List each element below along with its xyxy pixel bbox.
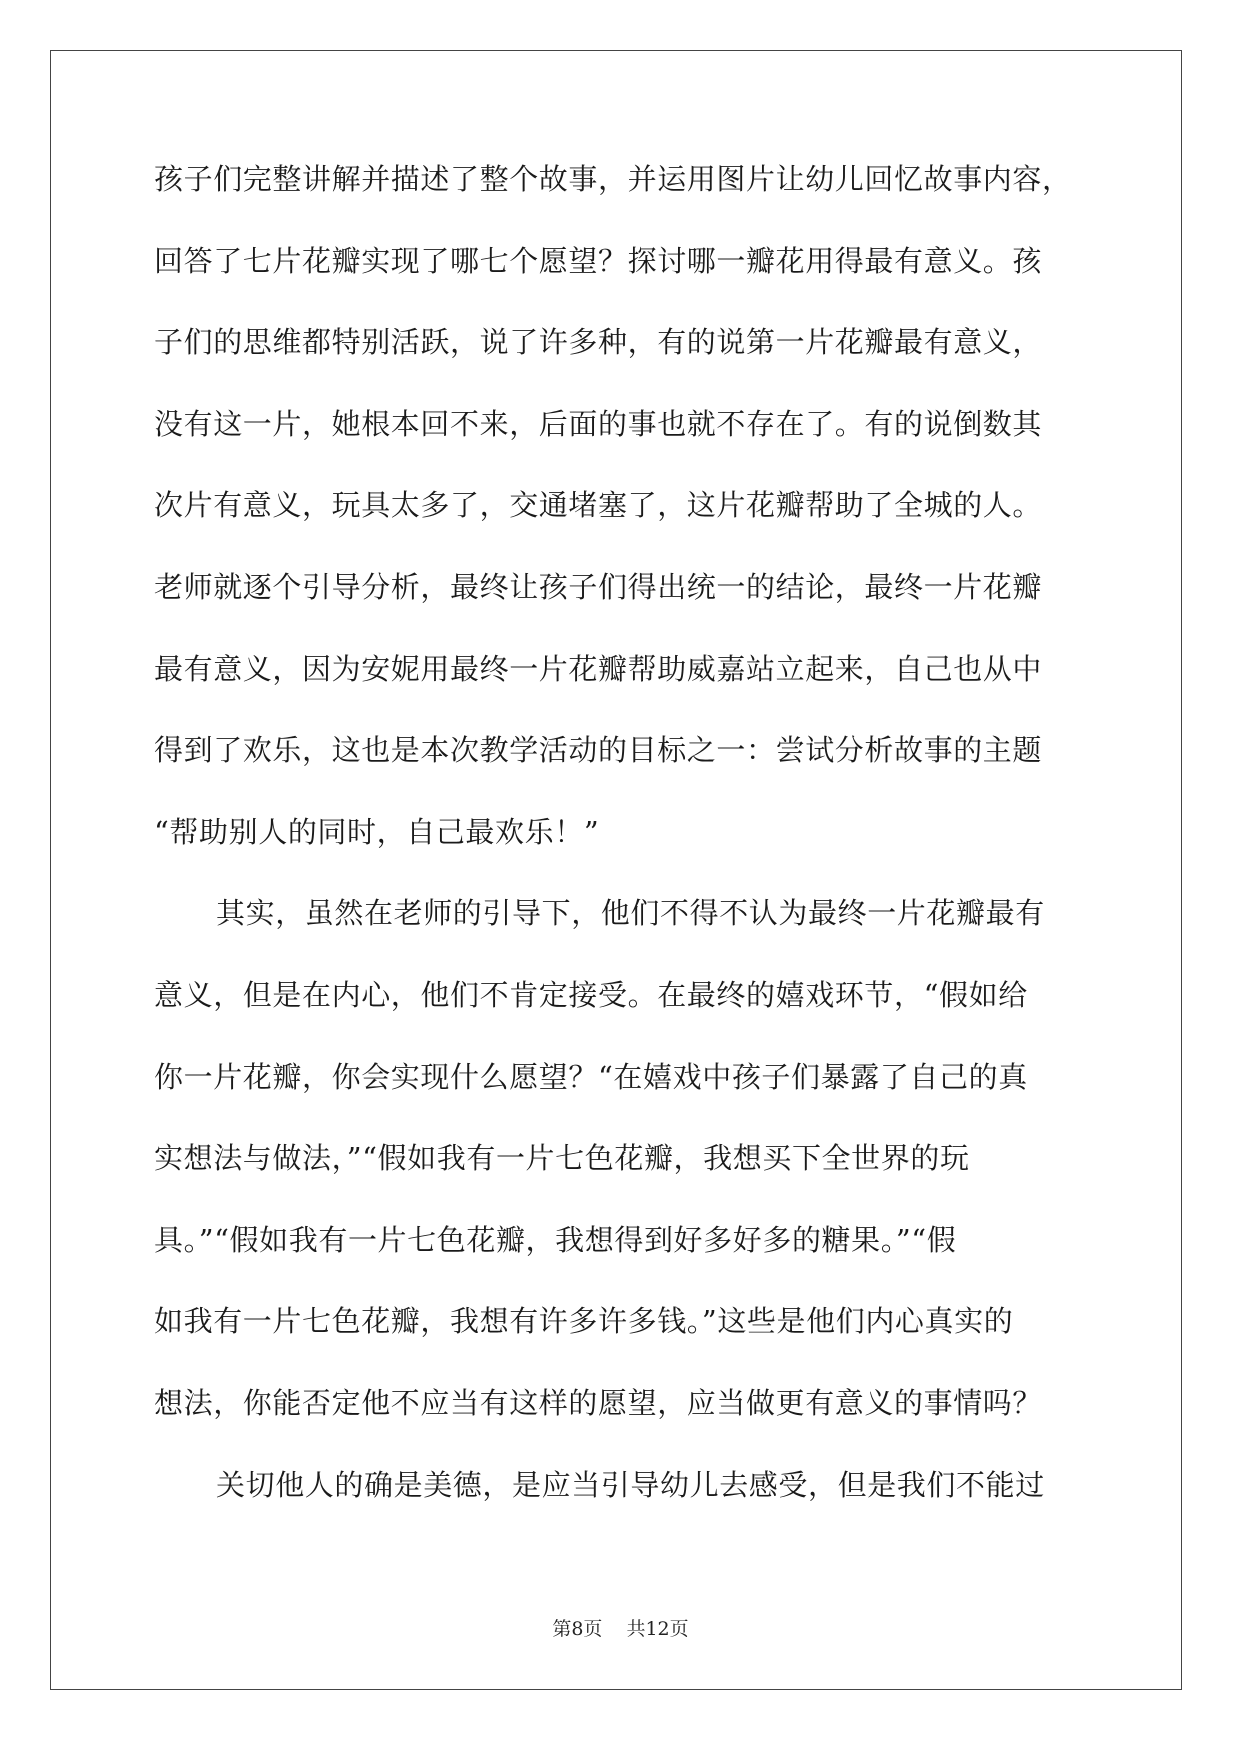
text-line-content: 没有这一片，她根本回不来，后面的事也就不存在了。有的说倒数其 [154, 406, 1043, 441]
text-line-content: 老师就逐个引导分析，最终让孩子们得出统一的结论，最终一片花瓣 [154, 569, 1043, 604]
text-line-content: 孩子们完整讲解并描述了整个故事，并运用图片让幼儿回忆故事内容， [154, 162, 1072, 196]
text-line [154, 241, 1088, 323]
text-line [154, 567, 1088, 649]
paragraph-start-line [154, 1465, 1088, 1547]
text-line [154, 1057, 1088, 1139]
text-line [154, 1220, 1088, 1302]
text-line-content: 最有意义，因为安妮用最终一片花瓣帮助威嘉站立起来，自己也从中 [154, 651, 1043, 686]
text-line-content: 实想法与做法，”“假如我有一片七色花瓣，我想买下全世界的玩 [154, 1141, 970, 1176]
text-line-content: 子们的思维都特别活跃，说了许多种，有的说第一片花瓣最有意义， [154, 325, 1043, 360]
text-line-content: 想法，你能否定他不应当有这样的愿望，应当做更有意义的事情吗？ [154, 1385, 1043, 1420]
text-line-content: 回答了七片花瓣实现了哪七个愿望？探讨哪一瓣花用得最有意义。孩 [154, 243, 1043, 278]
text-line-content: 得到了欢乐，这也是本次教学活动的目标之一：尝试分析故事的主题 [154, 733, 1043, 768]
text-line [154, 1383, 1088, 1465]
text-line-content: 意义，但是在内心，他们不肯定接受。在最终的嬉戏环节，“假如给 [154, 977, 1028, 1012]
total-pages: 共12页 [626, 1618, 689, 1640]
text-line-content: 次片有意义，玩具太多了，交通堵塞了，这片花瓣帮助了全城的人。 [154, 488, 1043, 523]
text-line-content: 关切他人的确是美德，是应当引导幼儿去感受，但是我们不能过 [216, 1467, 1045, 1502]
page-footer [0, 1614, 1241, 1641]
text-line [154, 975, 1088, 1057]
text-line [154, 1138, 1088, 1220]
text-line-content: 其实，虽然在老师的引导下，他们不得不认为最终一片花瓣最有 [216, 896, 1045, 931]
text-line-content: “帮助别人的同时，自己最欢乐！” [154, 814, 600, 849]
text-line [154, 730, 1088, 812]
text-line [154, 159, 1088, 241]
text-line [154, 485, 1088, 567]
text-line [154, 404, 1088, 486]
text-line-content: 你一片花瓣，你会实现什么愿望？“在嬉戏中孩子们暴露了自己的真 [154, 1059, 1028, 1094]
paragraph-start-line [154, 893, 1088, 975]
text-line [154, 812, 1088, 894]
text-line-content: 如我有一片七色花瓣，我想有许多许多钱。”这些是他们内心真实的 [154, 1304, 1014, 1339]
text-line [154, 322, 1088, 404]
text-line [154, 1301, 1088, 1383]
text-line [154, 649, 1088, 731]
page-number: 第8页 [552, 1618, 603, 1640]
document-body [154, 159, 1088, 1546]
text-line-content: 具。”“假如我有一片七色花瓣，我想得到好多好多的糖果。”“假 [154, 1222, 957, 1257]
